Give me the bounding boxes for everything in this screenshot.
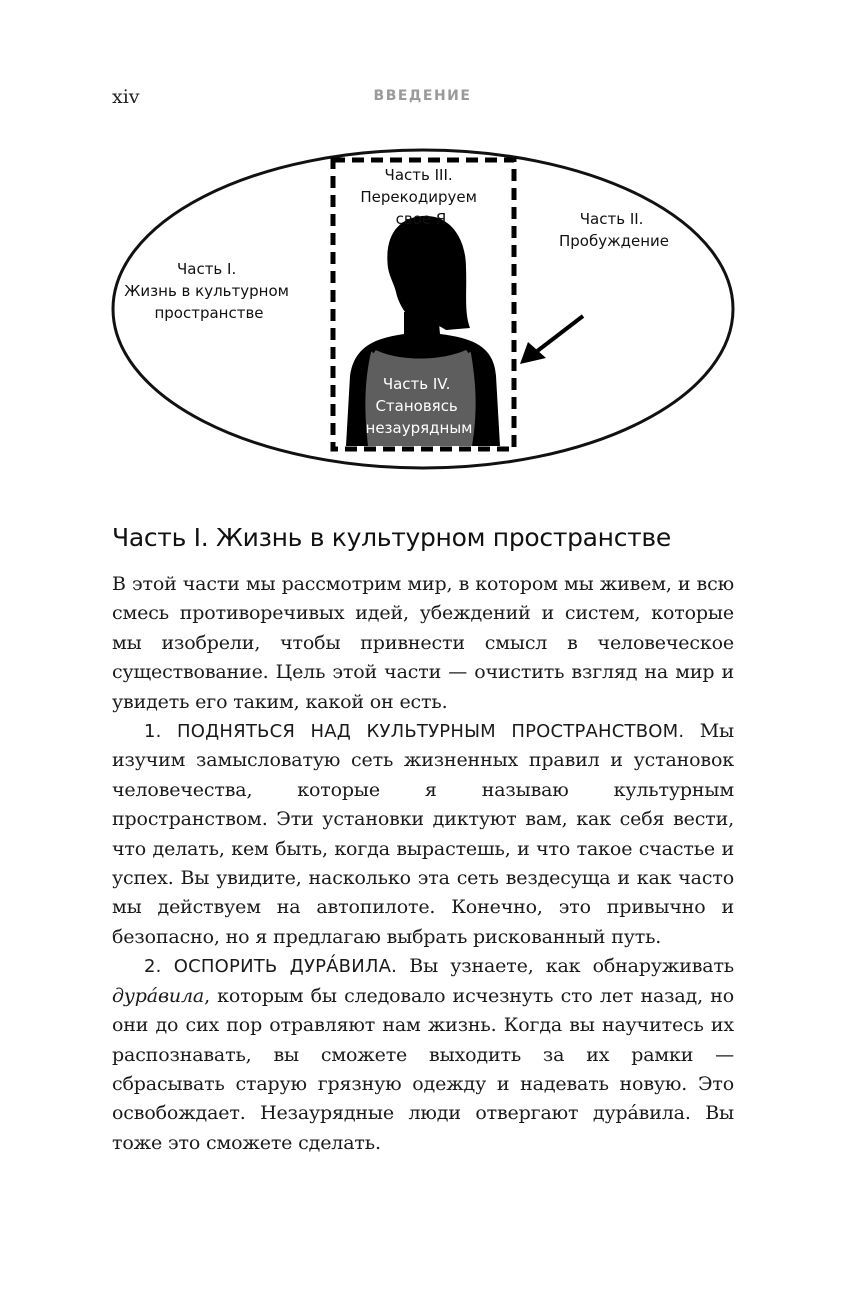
- item2-text-a: Вы узнаете, как обнаруживать: [409, 955, 735, 978]
- section-title: ВВЕДЕНИЕ: [373, 88, 472, 104]
- part1-line1: Часть I.: [176, 260, 237, 278]
- part1-label: [124, 260, 294, 322]
- part3-line1: Часть III.: [384, 166, 453, 184]
- part2-label: [559, 210, 669, 250]
- page-number: xiv: [112, 86, 140, 108]
- part1-line2: Жизнь в культурном: [124, 282, 289, 300]
- item1-paragraph: [112, 717, 734, 952]
- item1-title: 1. ПОДНЯТЬСЯ НАД КУЛЬТУРНЫМ ПРОСТРАНСТВОМ.: [144, 721, 685, 743]
- section-heading: Часть I. Жизнь в культурном пространстве: [112, 523, 671, 552]
- item2-italic-term: дура́вила: [112, 984, 205, 1007]
- item1-text: Мы изучим замысловатую сеть жизненных правил и установок человечества, которые я называю культурным пространством. Эти установки диктуют вам, как себя вести, что делать, кем быть, когда вырастешь, и что такое счастье и успех. Вы увидите, насколько эта сеть вездесуща и как часто мы действуем на автопилоте. Конечно, это привычно и безопасно, но я предлагаю выбрать рискованный путь.: [112, 720, 735, 948]
- item2-title: 2. ОСПОРИТЬ ДУРА́ВИЛА.: [144, 956, 398, 978]
- intro-paragraph: В этой части мы рассмотрим мир, в котором мы живем, и всю смесь противоречивых идей, убеждений и систем, которые мы изобрели, чтобы привнести смысл в человеческое существование. Цель этой части — очистить взгляд на мир и увидеть его таким, какой он есть.: [112, 573, 734, 713]
- part2-line1: Часть II.: [579, 210, 644, 228]
- part3-line2: Перекодируем: [360, 188, 477, 206]
- parts-diagram: [0, 0, 845, 500]
- item2-text-b: , которым бы следовало исчезнуть сто лет назад, но они до сих пор отравляют нам жизнь. Когда вы научитесь их распознавать, вы сможете выходить за их рамки — сбрасывать старую грязную одежду и надевать новую. Это освобождает. Незаурядные люди отвергают дура́вила. Вы тоже это сможете сделать.: [112, 984, 734, 1154]
- part2-line2: Пробуждение: [558, 232, 670, 250]
- part4-line1: Часть IV.: [382, 375, 451, 393]
- part4-line2: Становясь: [375, 397, 458, 415]
- part3-line3: свое Я: [395, 210, 447, 228]
- part3-label: [360, 166, 481, 228]
- arrow: [520, 316, 583, 364]
- part4-line3: незаурядным: [365, 419, 473, 437]
- body-text: [112, 570, 734, 1158]
- item2-paragraph: [112, 952, 734, 1158]
- part1-line3: пространстве: [154, 304, 264, 322]
